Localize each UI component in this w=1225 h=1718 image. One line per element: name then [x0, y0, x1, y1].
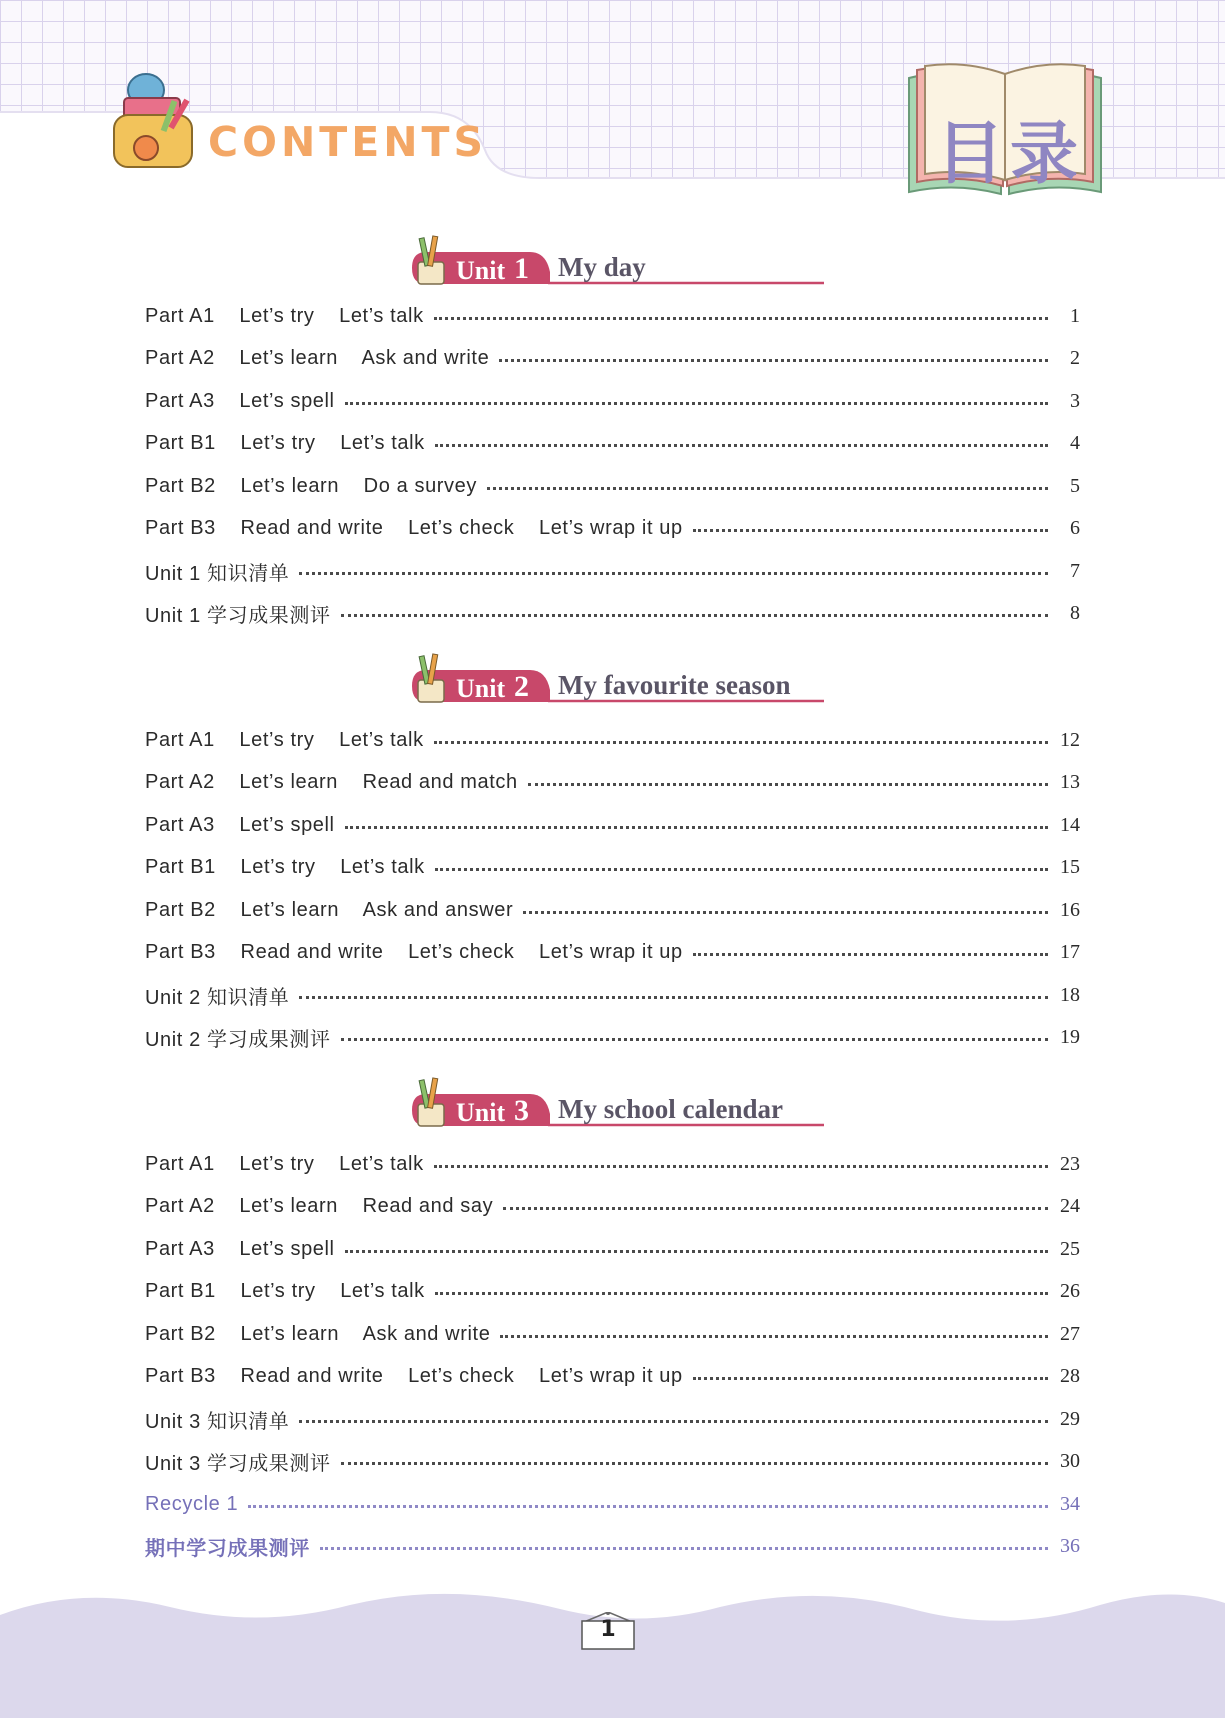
toc-entry-midterm-assessment[interactable]: [145, 1530, 1080, 1562]
entry-page: 26: [1060, 1279, 1080, 1302]
toc-entry-u1-a2[interactable]: [145, 342, 1080, 374]
contents-heading: CONTENTS: [208, 118, 488, 166]
dot-leader: [523, 911, 1048, 914]
dot-leader: [320, 1547, 1048, 1550]
entry-label: Unit 3 知识清单: [145, 1410, 290, 1433]
entry-label: Part A1 Let’s try Let’s talk: [145, 1152, 424, 1175]
unit-word: Unit: [456, 674, 506, 703]
page-number: 1: [600, 1617, 616, 1642]
entry-label: Part A2 Let’s learn Read and match: [145, 770, 518, 793]
entry-label: Part B2 Let’s learn Ask and write: [145, 1322, 491, 1345]
entry-label: Part B3 Read and write Let’s check Let’s wrap it up: [145, 516, 683, 539]
entry-label: Part B1 Let’s try Let’s talk: [145, 1279, 425, 1302]
toc-entry-u3-a2[interactable]: [145, 1190, 1080, 1222]
entry-label: Unit 1 学习成果测评: [145, 604, 331, 627]
dot-leader: [299, 996, 1048, 999]
unit-word: Unit: [456, 256, 506, 285]
entry-page: 16: [1060, 898, 1080, 921]
entry-label: Part A3 Let’s spell: [145, 813, 335, 836]
toc-entry-u1-b1[interactable]: [145, 427, 1080, 459]
dot-leader: [435, 868, 1048, 871]
dot-leader: [341, 1462, 1048, 1465]
dot-leader: [341, 1038, 1048, 1041]
unit-name: My school calendar: [558, 1094, 783, 1124]
entry-page: 8: [1070, 601, 1080, 624]
dot-leader: [299, 572, 1048, 575]
dot-leader: [434, 741, 1048, 744]
entry-label: Part A1 Let’s try Let’s talk: [145, 728, 424, 751]
entry-page: 18: [1060, 983, 1080, 1006]
toc-entry-u3-checklist[interactable]: [145, 1403, 1080, 1435]
toc-entry-u2-b1[interactable]: [145, 851, 1080, 883]
unit-2-banner: [398, 650, 828, 706]
entry-label: Part A3 Let’s spell: [145, 389, 335, 412]
entry-label: Unit 1 知识清单: [145, 562, 290, 585]
dot-leader: [434, 317, 1048, 320]
dot-leader: [435, 1292, 1048, 1295]
entry-page: 25: [1060, 1237, 1080, 1260]
entry-label: Unit 3 学习成果测评: [145, 1452, 331, 1475]
entry-label: 期中学习成果测评: [145, 1537, 310, 1560]
dot-leader: [434, 1165, 1048, 1168]
entry-page: 4: [1070, 431, 1080, 454]
dot-leader: [299, 1420, 1048, 1423]
chinese-title: 目录: [935, 115, 1084, 194]
toc-entry-u3-b2[interactable]: [145, 1318, 1080, 1350]
entry-label: Unit 2 知识清单: [145, 986, 290, 1009]
entry-page: 1: [1070, 304, 1080, 327]
entry-label: Part A1 Let’s try Let’s talk: [145, 304, 424, 327]
entry-page: 13: [1060, 770, 1080, 793]
entry-page: 5: [1070, 474, 1080, 497]
unit-number: 2: [514, 670, 529, 703]
entry-page: 15: [1060, 855, 1080, 878]
dot-leader: [248, 1505, 1048, 1508]
unit-name: My favourite season: [558, 670, 791, 700]
dot-leader: [345, 402, 1048, 405]
dot-leader: [693, 1377, 1048, 1380]
entry-label: Recycle 1: [145, 1492, 239, 1515]
entry-page: 27: [1060, 1322, 1080, 1345]
toc-entry-u1-assessment[interactable]: [145, 597, 1080, 629]
toc-entry-u3-a1[interactable]: [145, 1148, 1080, 1180]
unit-3-banner: [398, 1074, 828, 1130]
toc-entry-u1-checklist[interactable]: [145, 555, 1080, 587]
toc-entry-u3-assessment[interactable]: [145, 1445, 1080, 1477]
toc-entry-u1-a3[interactable]: [145, 385, 1080, 417]
dot-leader: [693, 953, 1048, 956]
toc-entry-u2-assessment[interactable]: [145, 1021, 1080, 1053]
entry-page: 2: [1070, 346, 1080, 369]
entry-label: Part A3 Let’s spell: [145, 1237, 335, 1260]
entry-page: 7: [1070, 559, 1080, 582]
entry-page: 30: [1060, 1449, 1080, 1472]
dot-leader: [341, 614, 1048, 617]
unit-number: 1: [514, 252, 529, 285]
toc-entry-u1-a1[interactable]: [145, 300, 1080, 332]
toc-entry-u3-b1[interactable]: [145, 1275, 1080, 1307]
entry-page: 12: [1060, 728, 1080, 751]
toc-entry-u2-a1[interactable]: [145, 724, 1080, 756]
entry-page: 36: [1060, 1534, 1080, 1557]
entry-label: Part B2 Let’s learn Do a survey: [145, 474, 477, 497]
toc-entry-recycle-1[interactable]: [145, 1488, 1080, 1520]
dot-leader: [528, 783, 1048, 786]
entry-page: 17: [1060, 940, 1080, 963]
footer-wave: [0, 1585, 1225, 1718]
entry-label: Part B1 Let’s try Let’s talk: [145, 855, 425, 878]
unit-name: My day: [558, 252, 646, 282]
entry-label: Part A2 Let’s learn Ask and write: [145, 346, 490, 369]
entry-page: 19: [1060, 1025, 1080, 1048]
entry-label: Unit 2 学习成果测评: [145, 1028, 331, 1051]
dot-leader: [693, 529, 1048, 532]
toc-entry-u2-a3[interactable]: [145, 809, 1080, 841]
entry-label: Part B3 Read and write Let’s check Let’s wrap it up: [145, 1364, 683, 1387]
entry-label: Part B2 Let’s learn Ask and answer: [145, 898, 514, 921]
toc-entry-u2-b2[interactable]: [145, 894, 1080, 926]
unit-word: Unit: [456, 1098, 506, 1127]
entry-page: 28: [1060, 1364, 1080, 1387]
entry-page: 29: [1060, 1407, 1080, 1430]
toc-entry-u1-b2[interactable]: [145, 470, 1080, 502]
entry-page: 24: [1060, 1194, 1080, 1217]
toc-entry-u2-b3[interactable]: [145, 936, 1080, 968]
entry-page: 3: [1070, 389, 1080, 412]
dot-leader: [435, 444, 1048, 447]
unit-1-banner: [398, 232, 828, 288]
entry-page: 23: [1060, 1152, 1080, 1175]
entry-label: Part A2 Let’s learn Read and say: [145, 1194, 494, 1217]
entry-label: Part B1 Let’s try Let’s talk: [145, 431, 425, 454]
toc-entry-u2-a2[interactable]: [145, 766, 1080, 798]
dot-leader: [500, 1335, 1048, 1338]
entry-page: 34: [1060, 1492, 1080, 1515]
dot-leader: [503, 1207, 1048, 1210]
entry-label: Part B3 Read and write Let’s check Let’s wrap it up: [145, 940, 683, 963]
dot-leader: [487, 487, 1048, 490]
toc-entry-u3-a3[interactable]: [145, 1233, 1080, 1265]
toc-entry-u2-checklist[interactable]: [145, 979, 1080, 1011]
school-bag-icon: [96, 70, 206, 175]
unit-number: 3: [514, 1094, 529, 1127]
dot-leader: [499, 359, 1048, 362]
toc-entry-u3-b3[interactable]: [145, 1360, 1080, 1392]
toc-entry-u1-b3[interactable]: [145, 512, 1080, 544]
dot-leader: [345, 1250, 1048, 1253]
entry-page: 6: [1070, 516, 1080, 539]
dot-leader: [345, 826, 1048, 829]
entry-page: 14: [1060, 813, 1080, 836]
